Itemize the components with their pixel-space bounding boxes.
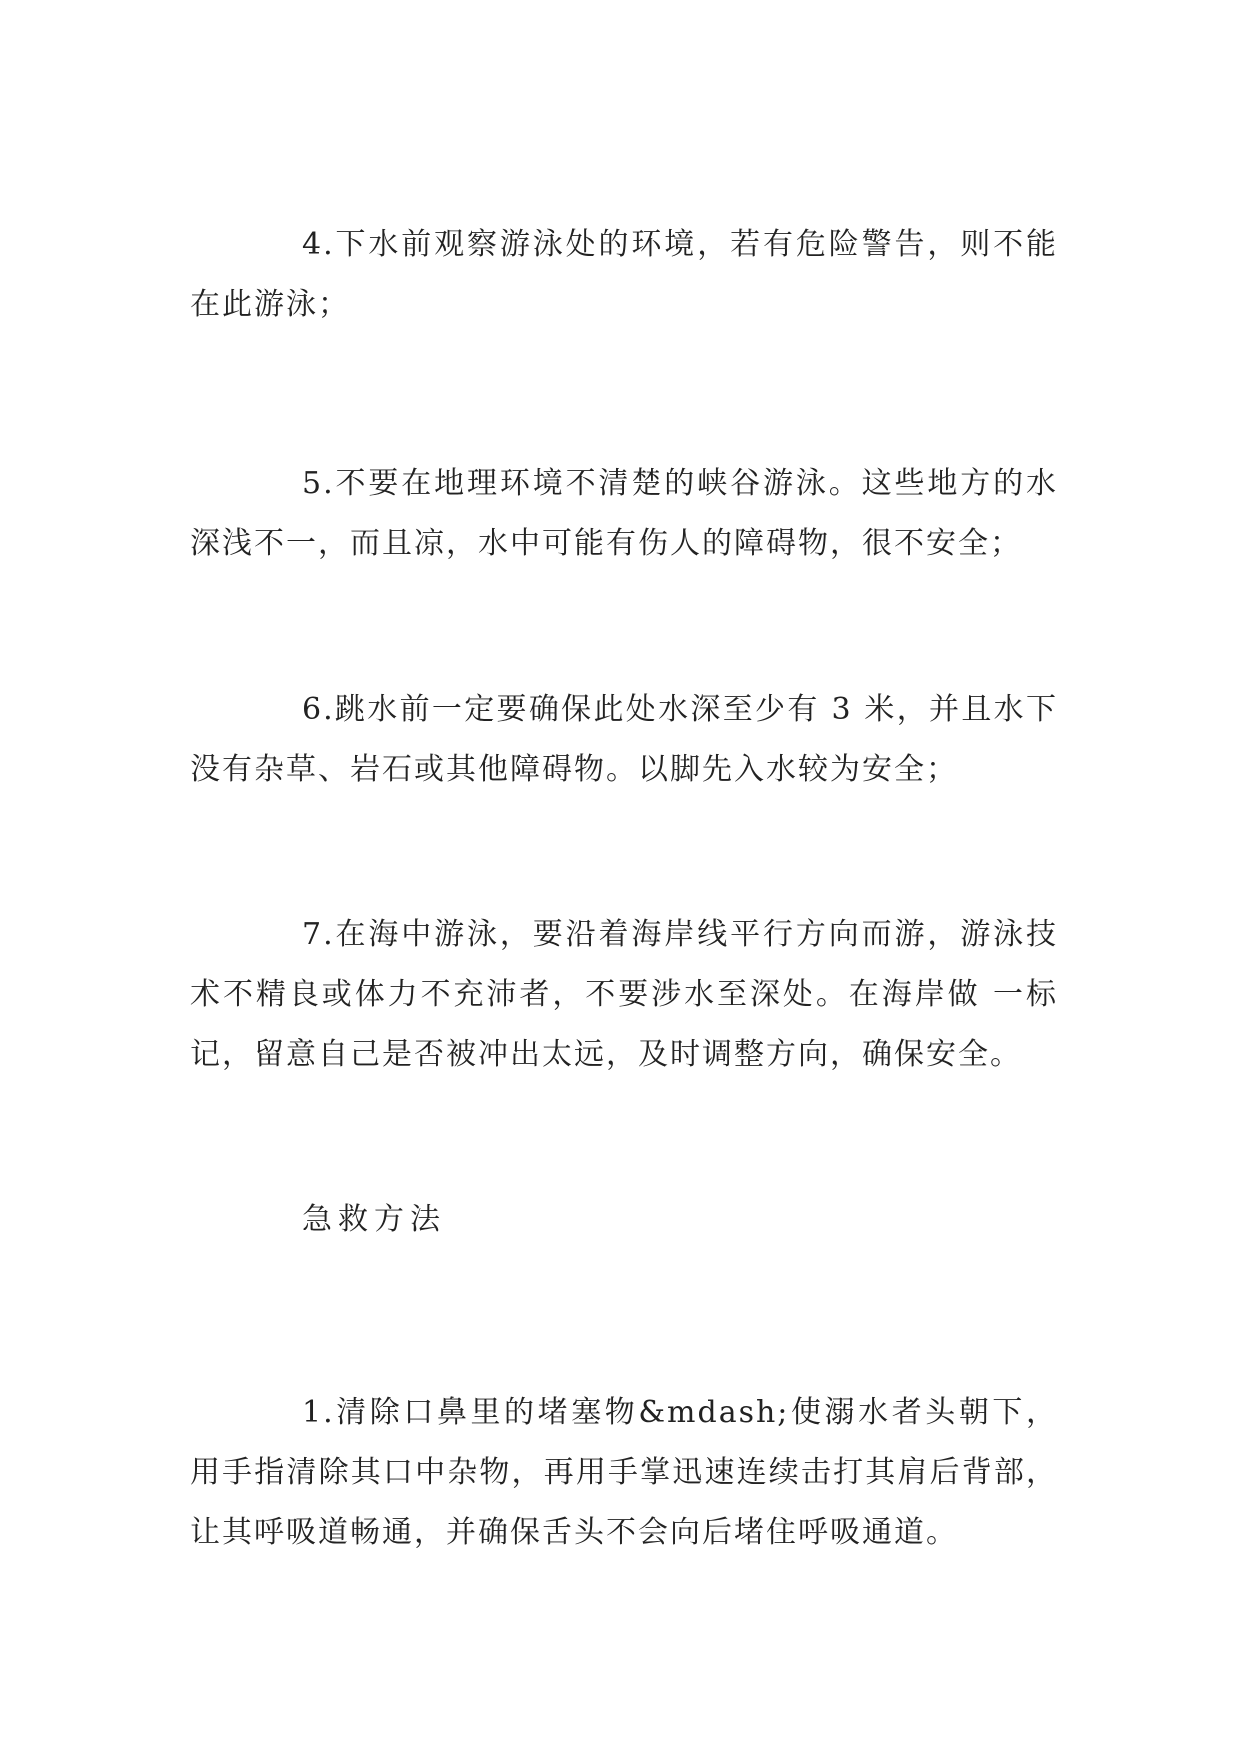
paragraph-item-7: 7.在海中游泳，要沿着海岸线平行方向而游，游泳技术不精良或体力不充沛者，不要涉水至深处。在海岸做 一标记，留意自己是否被冲出太远，及时调整方向，确保安全。: [190, 917, 1058, 1072]
paragraph-item-6: 6.跳水前一定要确保此处水深至少有 3 米，并且水下没有杂草、岩石或其他障碍物。以脚先入水较为安全；: [190, 692, 1058, 787]
paragraph-first-aid-1: 1.清除口鼻里的堵塞物&mdash;使溺水者头朝下，用手指清除其口中杂物，再用手掌迅速连续击打其肩后背部，让其呼吸道畅通，并确保舌头不会向后堵住呼吸通道。: [190, 1395, 1058, 1550]
section-heading: 急救方法: [302, 1202, 446, 1237]
paragraph-item-4: 4.下水前观察游泳处的环境，若有危险警告，则不能在此游泳；: [190, 227, 1058, 322]
paragraph-item-5: 5.不要在地理环境不清楚的峡谷游泳。这些地方的水深浅不一，而且凉，水中可能有伤人的障碍物，很不安全；: [190, 466, 1058, 561]
